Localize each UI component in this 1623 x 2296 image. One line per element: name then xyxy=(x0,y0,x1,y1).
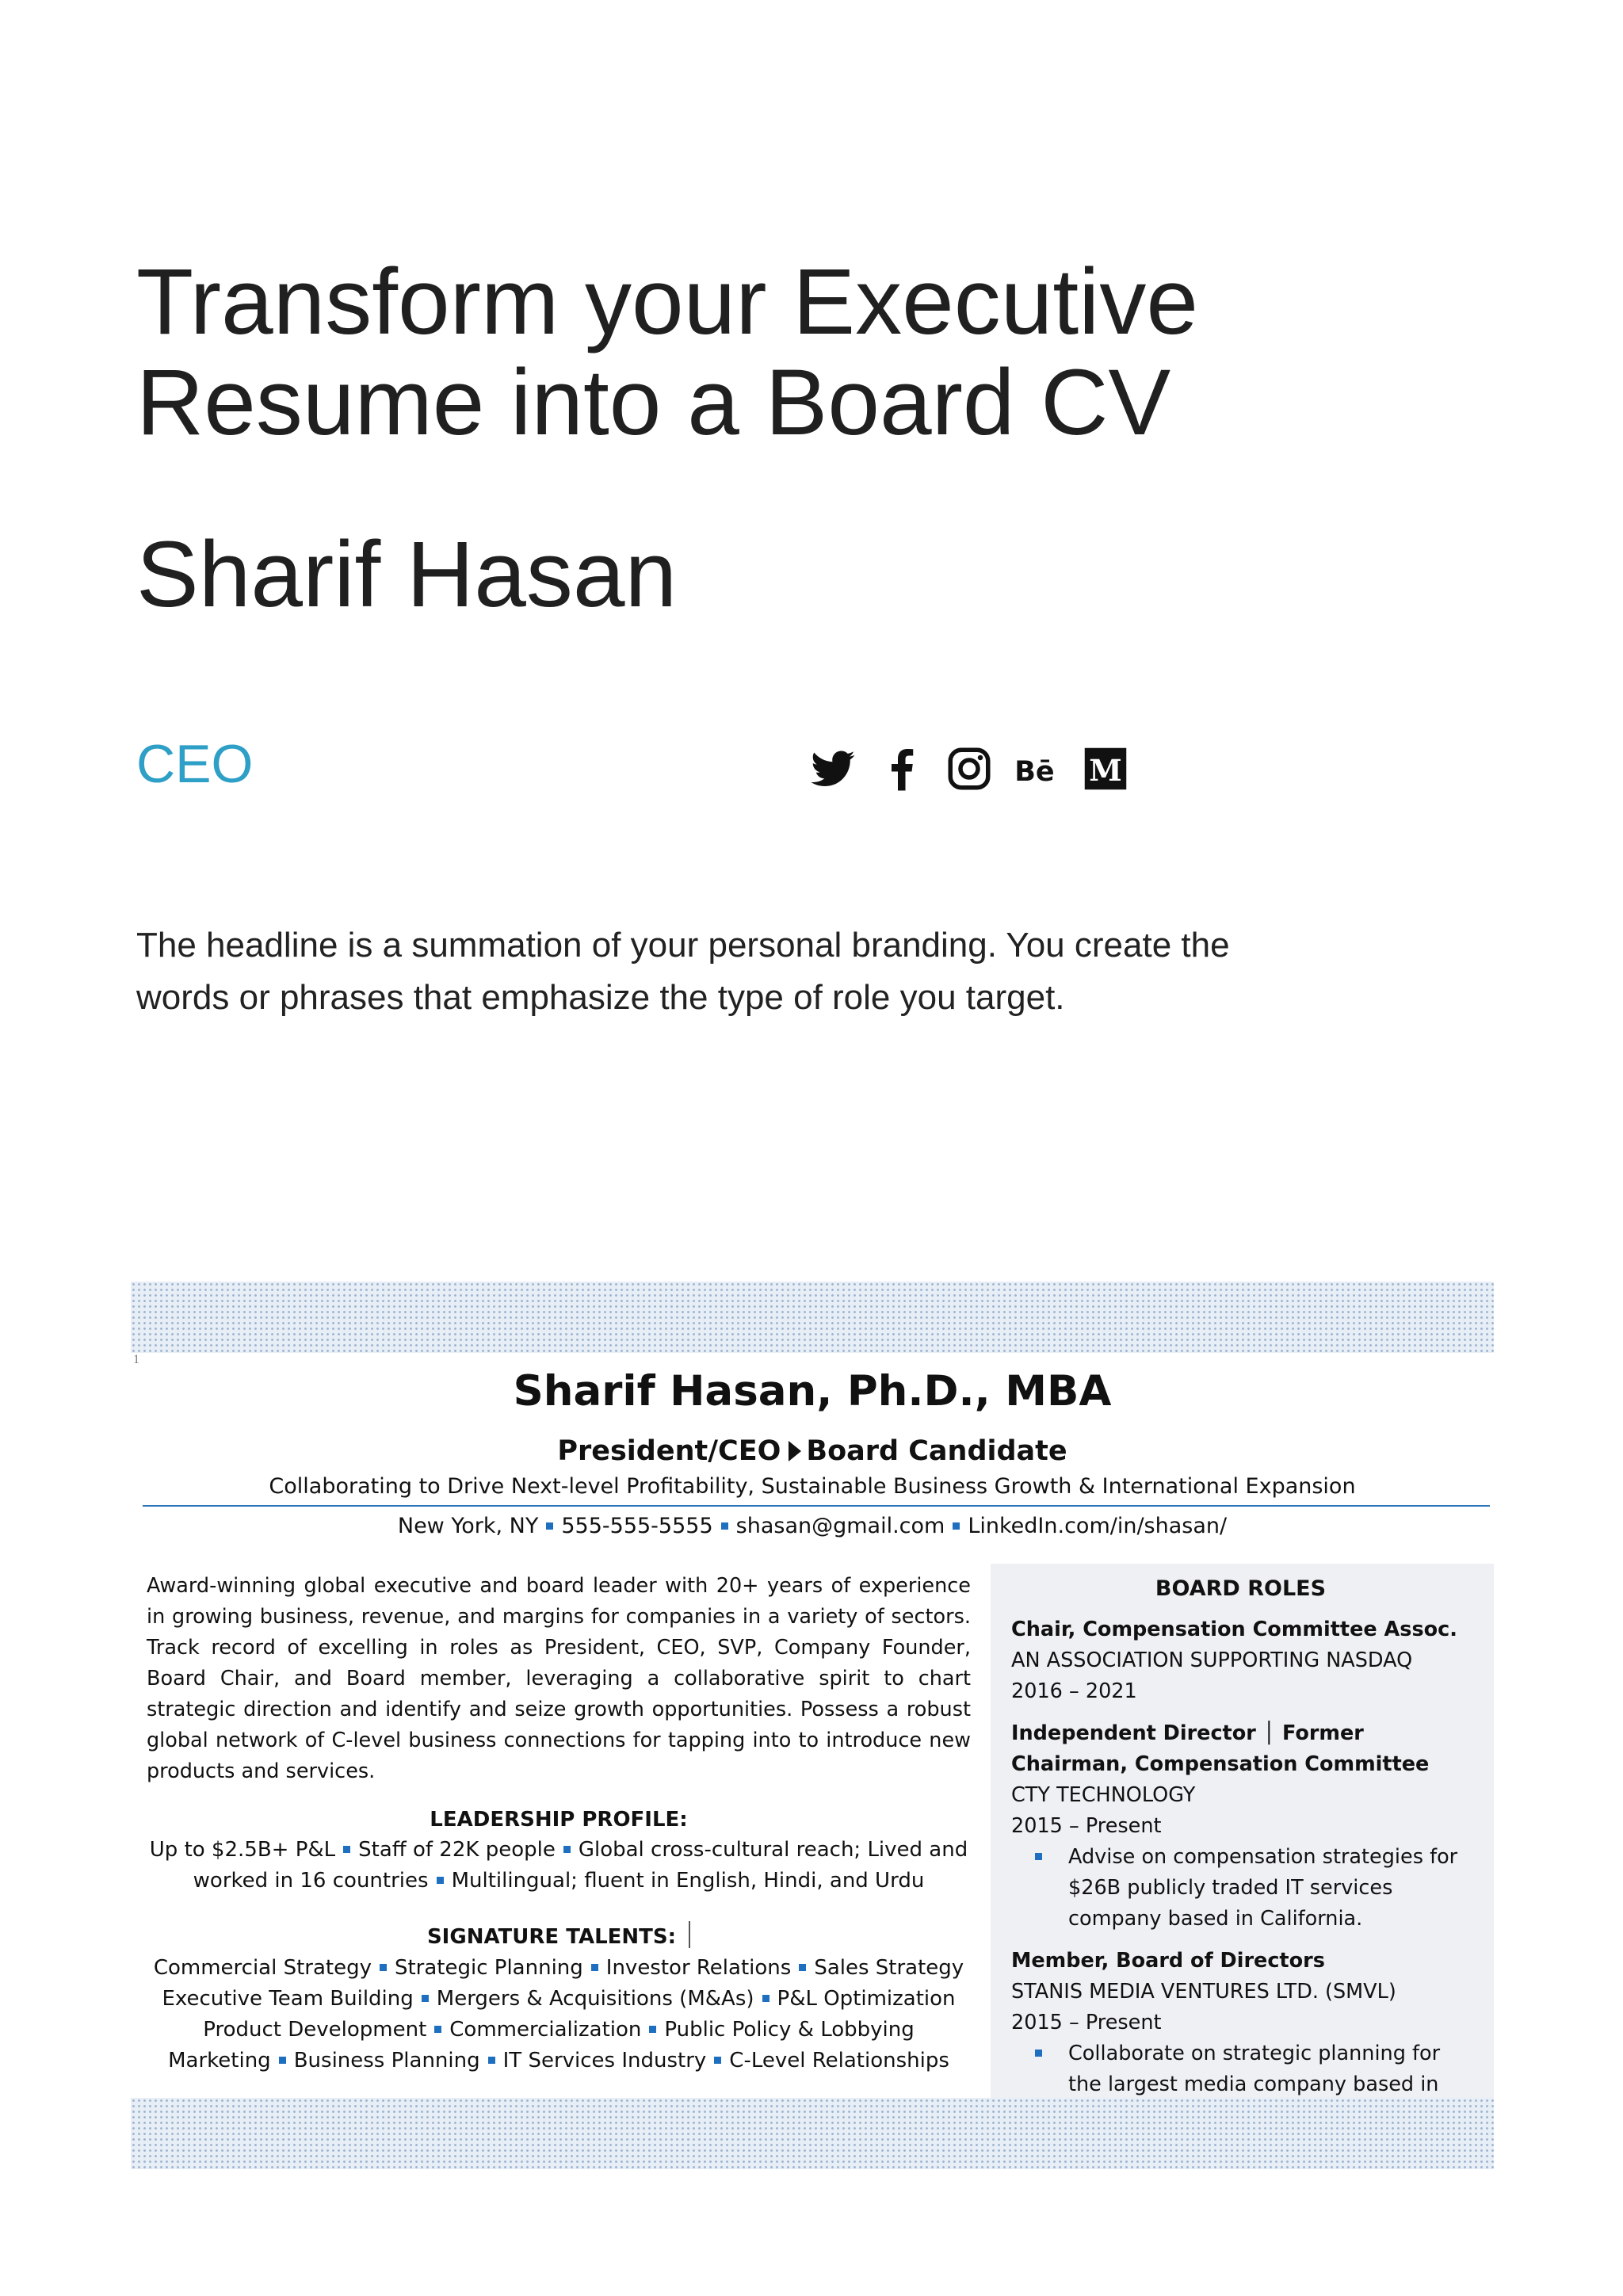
headline-current-role: President/CEO xyxy=(557,1435,781,1467)
intro-paragraph: The headline is a summation of your personal branding. You create the words or phrases that emphasize the type of role you target. xyxy=(136,926,1230,1017)
resume-summary: Award-winning global executive and board leader with 20+ years of experience in growing business, revenue, and margins for companies in a variety of sectors. Track record of excelling in roles as President, CEO, SVP, Company Founder, Board Chair, and Board member, leveraging a collaborative spirit to chart strategic direction and identify and seize growth opportunities. Possess a robust global network of C-level business connections for tapping into to introduce new products and services. xyxy=(147,1574,971,1783)
headline-target-role: Board Candidate xyxy=(806,1435,1067,1467)
talent-item: P&L Optimization xyxy=(777,1987,956,2011)
bullet-square-icon xyxy=(488,2057,495,2064)
bullet-square-icon xyxy=(953,1522,960,1530)
board-role xyxy=(1011,1718,1470,1935)
talent-item: Sales Strategy xyxy=(814,1956,964,1980)
board-role xyxy=(1011,1946,1470,2098)
resume-tagline: Collaborating to Drive Next-level Profitability, Sustainable Business Growth & International Expansion xyxy=(269,1474,1356,1499)
role-title: Chair, Compensation Committee Assoc. xyxy=(1011,1618,1457,1641)
talent-item: Marketing xyxy=(168,2049,271,2073)
twitter-icon[interactable] xyxy=(809,745,857,793)
behance-icon[interactable] xyxy=(1014,745,1061,793)
resume-name: Sharif Hasan, Ph.D., MBA xyxy=(513,1367,1112,1415)
role-organization: AN ASSOCIATION SUPPORTING NASDAQ xyxy=(1011,1648,1413,1672)
arrow-right-icon xyxy=(789,1441,801,1461)
job-role: CEO xyxy=(136,734,254,794)
talent-item: C-Level Relationships xyxy=(729,2049,949,2073)
profile-item: Staff of 22K people xyxy=(358,1838,556,1862)
contact-location: New York, NY xyxy=(397,1514,539,1538)
page-number: 1 xyxy=(133,1353,139,1366)
contact-line xyxy=(131,1511,1494,1541)
bullet-square-icon xyxy=(546,1522,553,1530)
person-name: Sharif Hasan xyxy=(136,522,678,627)
bullet-square-icon xyxy=(563,1846,571,1853)
medium-icon[interactable] xyxy=(1082,745,1129,793)
role-bullet: Advise on compensation strategies for $26B publicly traded IT services company based in California. xyxy=(1011,1842,1470,1935)
talent-item: Commercial Strategy xyxy=(153,1956,372,1980)
contact-phone: 555-555-5555 xyxy=(561,1514,713,1538)
talent-item: Strategic Planning xyxy=(394,1956,583,1980)
bullet-square-icon xyxy=(343,1846,350,1853)
bullet-square-icon xyxy=(649,2026,656,2033)
role-dates: 2016 – 2021 xyxy=(1011,1679,1137,1703)
bullet-square-icon xyxy=(762,1995,769,2002)
talent-item: Investor Relations xyxy=(605,1956,792,1980)
profile-item: Global cross-cultural reach; Lived and xyxy=(578,1838,968,1862)
svg-text:Bē: Bē xyxy=(1014,756,1055,788)
role-dates: 2015 – Present xyxy=(1011,1814,1162,1838)
bullet-square-icon xyxy=(422,1995,429,2002)
bullet-square-icon xyxy=(591,1964,598,1971)
signature-talents-label: SIGNATURE TALENTS: xyxy=(426,1925,677,1949)
page-title: Transform your Executive Resume into a Board CV xyxy=(136,250,1198,455)
bullet-square-icon xyxy=(380,1964,387,1971)
bullet-square-icon xyxy=(279,2057,286,2064)
role-organization: CTY TECHNOLOGY xyxy=(1011,1783,1196,1807)
talent-item: Executive Team Building xyxy=(162,1987,414,2011)
resume-headline xyxy=(131,1432,1494,1470)
talent-item: IT Services Industry xyxy=(502,2049,707,2073)
profile-item: Multilingual; fluent in English, Hindi, and Urdu xyxy=(451,1869,925,1893)
text-cursor xyxy=(689,1921,690,1948)
board-roles-heading: BOARD ROLES xyxy=(1155,1576,1327,1601)
bullet-square-icon xyxy=(437,1877,444,1884)
bullet-square-icon xyxy=(799,1964,806,1971)
facebook-icon[interactable] xyxy=(877,745,925,793)
leadership-profile-text xyxy=(147,1835,971,1897)
divider xyxy=(143,1505,1490,1507)
contact-email: shasan@gmail.com xyxy=(735,1514,945,1538)
profile-item: Up to $2.5B+ P&L xyxy=(149,1838,336,1862)
profile-item: worked in 16 countries xyxy=(193,1869,429,1893)
resume-preview xyxy=(131,1353,1494,2098)
contact-linkedin: LinkedIn.com/in/shasan/ xyxy=(968,1514,1228,1538)
signature-talents-list xyxy=(147,1953,971,2076)
role-title: Member, Board of Directors xyxy=(1011,1949,1325,1973)
role-bullet: Collaborate on strategic planning for the largest media company based in xyxy=(1011,2038,1470,2098)
talent-item: Public Policy & Lobbying xyxy=(664,2018,915,2042)
dotted-band-top xyxy=(131,1282,1494,1353)
role-title: Independent Director │ Former Chairman, Compensation Committee xyxy=(1011,1721,1430,1776)
role-organization: STANIS MEDIA VENTURES LTD. (SMVL) xyxy=(1011,1980,1396,2004)
talent-item: Product Development xyxy=(203,2018,427,2042)
instagram-icon[interactable] xyxy=(945,745,993,793)
bullet-square-icon xyxy=(721,1522,728,1530)
talent-item: Mergers & Acquisitions (M&As) xyxy=(436,1987,754,2011)
board-roles-sidebar xyxy=(991,1564,1494,2098)
signature-talents-heading xyxy=(147,1921,971,1952)
talent-item: Commercialization xyxy=(449,2018,642,2042)
talent-item: Business Planning xyxy=(293,2049,480,2073)
dotted-band-bottom xyxy=(131,2098,1494,2169)
bullet-square-icon xyxy=(434,2026,441,2033)
svg-text:M: M xyxy=(1089,753,1122,788)
leadership-profile-heading: LEADERSHIP PROFILE: xyxy=(430,1808,688,1832)
board-role xyxy=(1011,1614,1470,1707)
role-dates: 2015 – Present xyxy=(1011,2011,1162,2034)
bullet-square-icon xyxy=(714,2057,721,2064)
